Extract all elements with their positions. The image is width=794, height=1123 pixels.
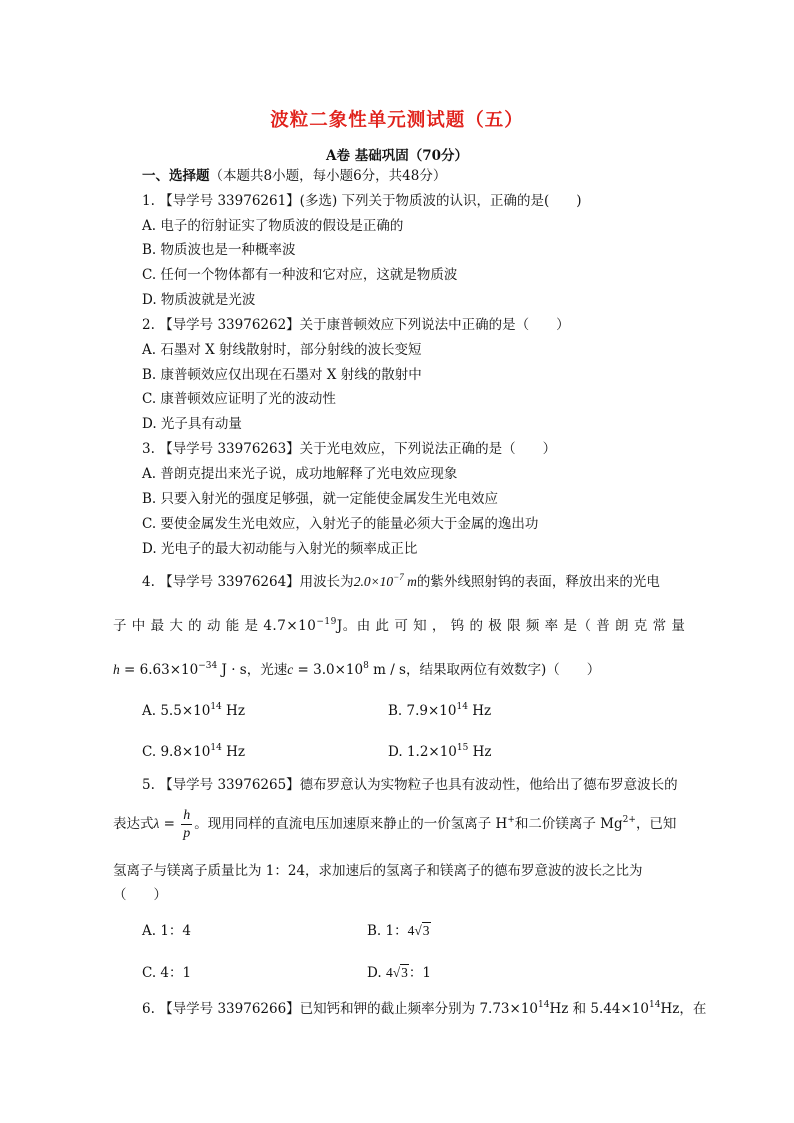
q6-exp: 14 bbox=[538, 1000, 550, 1010]
q4-wavelength-unit: m bbox=[403, 574, 417, 589]
magnesium-charge: 2+ bbox=[622, 815, 636, 825]
q5-text: 和二价镁离子 Mg bbox=[514, 816, 623, 832]
fraction-numerator: h bbox=[183, 808, 191, 823]
question-4-option-c bbox=[142, 743, 245, 761]
planck-exp: −34 bbox=[198, 661, 218, 671]
question-1-option-a: A. 电子的衍射证实了物质波的假设是正确的 bbox=[142, 218, 404, 234]
question-5-line-4: （ ） bbox=[113, 887, 167, 903]
question-3-option-b: B. 只要入射光的强度足够强，就一定能使金属发生光电效应 bbox=[142, 491, 499, 507]
question-3-stem: 3. 【导学号 33976263】关于光电效应，下列说法正确的是（ ） bbox=[142, 441, 557, 457]
q4-text: ，结果取两位有效数字)（ ） bbox=[405, 662, 601, 678]
question-5-line-1: 5. 【导学号 33976265】德布罗意认为实物粒子也具有波动性，他给出了德布罗意波长的 bbox=[142, 777, 678, 793]
option-text: ：1 bbox=[408, 965, 431, 981]
option-exp: 15 bbox=[456, 743, 469, 753]
question-3-option-a: A. 普朗克提出来光子说，成功地解释了光电效应现象 bbox=[142, 466, 458, 482]
q4-wavelength-value: 2.0×10 bbox=[353, 574, 394, 589]
light-speed-exp: 8 bbox=[363, 661, 369, 671]
question-1-option-b: B. 物质波也是一种概率波 bbox=[142, 242, 296, 258]
q6-text: 6. 【导学号 33976266】已知钙和钾的截止频率分别为 7.73×10 bbox=[142, 1001, 539, 1017]
question-3-option-d: D. 光电子的最大初动能与入射光的频率成正比 bbox=[142, 541, 418, 557]
option-value: 7.9×10 bbox=[406, 703, 457, 719]
light-speed-symbol: c bbox=[287, 662, 294, 677]
q4-energy-exp: −19 bbox=[316, 617, 337, 627]
q6-exp: 14 bbox=[649, 1000, 661, 1010]
q4-text: 的紫外线照射钨的表面，释放出来的光电 bbox=[416, 574, 660, 590]
question-1-option-d: D. 物质波就是光波 bbox=[142, 292, 256, 308]
option-text: D. bbox=[367, 965, 386, 981]
q6-text: Hz，在 bbox=[660, 1001, 707, 1017]
question-2-option-d: D. 光子具有动量 bbox=[142, 416, 242, 432]
light-speed-unit: m / s bbox=[368, 662, 406, 678]
section-subtitle: A卷 基础巩固（70分） bbox=[326, 148, 468, 164]
sqrt-radicand: 3 bbox=[422, 923, 430, 938]
option-value: 1.2×10 bbox=[406, 744, 457, 760]
option-label: D. bbox=[388, 744, 403, 760]
option-unit: Hz bbox=[467, 703, 492, 719]
question-2-option-c: C. 康普顿效应证明了光的波动性 bbox=[142, 391, 336, 407]
question-3-option-c: C. 要使金属发生光电效应，入射光子的能量必须大于金属的逸出功 bbox=[142, 516, 539, 532]
option-value: 9.8×10 bbox=[160, 744, 211, 760]
question-4-option-d bbox=[388, 743, 492, 761]
sqrt-expression: 4√3 bbox=[407, 923, 430, 938]
option-unit: Hz bbox=[221, 703, 245, 719]
question-1-option-c: C. 任何一个物体都有一种波和它对应，这就是物质波 bbox=[142, 267, 458, 283]
question-1-stem: 1. 【导学号 33976261】(多选) 下列关于物质波的认识，正确的是( ) bbox=[142, 193, 582, 209]
question-4-line-2 bbox=[113, 617, 685, 635]
hydrogen-charge: + bbox=[507, 815, 515, 825]
question-2-option-a: A. 石墨对 X 射线散射时，部分射线的波长变短 bbox=[142, 342, 422, 358]
question-6-line-1 bbox=[142, 1000, 706, 1018]
q4-energy bbox=[259, 618, 343, 634]
section-note: （本题共8小题，每小题6分，共48分） bbox=[209, 168, 447, 184]
section-heading-label: 一、选择题 bbox=[142, 168, 210, 184]
q5-text: ，已知 bbox=[635, 816, 677, 832]
question-4-option-a bbox=[142, 702, 245, 720]
planck-value: = 6.63×10 bbox=[119, 662, 199, 678]
question-5-option-c: C. 4：1 bbox=[142, 965, 192, 981]
q4-text: 4. 【导学号 33976264】用波长为 bbox=[142, 574, 354, 590]
q4-text: 。由 此 可 知 ， 钨 的 极 限 频 率 是（ 普 朗 克 常 量 bbox=[342, 618, 686, 634]
question-5-option-a: A. 1：4 bbox=[142, 923, 192, 939]
equals-sign: = bbox=[159, 816, 180, 832]
q4-wavelength bbox=[354, 574, 417, 589]
q4-text: ，光速 bbox=[246, 662, 288, 678]
option-exp: 14 bbox=[210, 702, 222, 712]
question-4-option-b bbox=[388, 702, 491, 720]
sqrt-coefficient: 4 bbox=[385, 965, 393, 980]
option-unit: Hz bbox=[221, 744, 246, 760]
question-4-line-3 bbox=[113, 661, 600, 679]
question-5-option-d bbox=[367, 964, 431, 982]
sqrt-coefficient: 4 bbox=[407, 923, 415, 938]
option-value: 5.5×10 bbox=[160, 703, 211, 719]
sqrt-expression: 4√3 bbox=[385, 965, 408, 980]
question-5-option-b bbox=[367, 922, 431, 940]
q4-text: 子 中 最 大 的 动 能 是 bbox=[113, 618, 259, 634]
question-4-line-1 bbox=[142, 573, 660, 591]
q4-energy-unit: J bbox=[336, 618, 343, 634]
option-text: B. 1： bbox=[367, 923, 408, 939]
lambda-symbol: λ bbox=[153, 816, 160, 831]
question-5-line-3: 氢离子与镁离子质量比为 1：24，求加速后的氢离子和镁离子的德布罗意波的波长之比为 bbox=[113, 863, 643, 879]
planck-symbol: h bbox=[113, 662, 120, 677]
option-unit: Hz bbox=[468, 744, 492, 760]
question-2-option-b: B. 康普顿效应仅出现在石墨对 X 射线的散射中 bbox=[142, 367, 422, 383]
sqrt-radicand: 3 bbox=[401, 965, 408, 980]
section-heading bbox=[142, 167, 446, 185]
fraction-denominator: p bbox=[183, 826, 191, 841]
option-exp: 14 bbox=[210, 743, 222, 753]
question-2-stem: 2. 【导学号 33976262】关于康普顿效应下列说法中正确的是（ ） bbox=[142, 317, 570, 333]
debroglie-fraction bbox=[181, 807, 192, 842]
option-label: A. bbox=[142, 703, 157, 719]
q4-energy-value: 4.7×10 bbox=[263, 618, 317, 634]
option-label: C. bbox=[142, 744, 157, 760]
q4-wavelength-exp: −7 bbox=[393, 572, 404, 582]
q6-text: Hz 和 5.44×10 bbox=[549, 1001, 649, 1017]
option-exp: 14 bbox=[456, 702, 468, 712]
page-title: 波粒二象性单元测试题（五） bbox=[270, 110, 524, 131]
q5-text: 表达式 bbox=[113, 816, 154, 832]
q5-text: 。现用同样的直流电压加速原来静止的一价氢离子 H bbox=[194, 816, 508, 832]
light-speed-value: = 3.0×10 bbox=[293, 662, 364, 678]
question-5-line-2 bbox=[113, 806, 676, 846]
option-label: B. bbox=[388, 703, 403, 719]
planck-unit: J · s bbox=[217, 662, 247, 678]
